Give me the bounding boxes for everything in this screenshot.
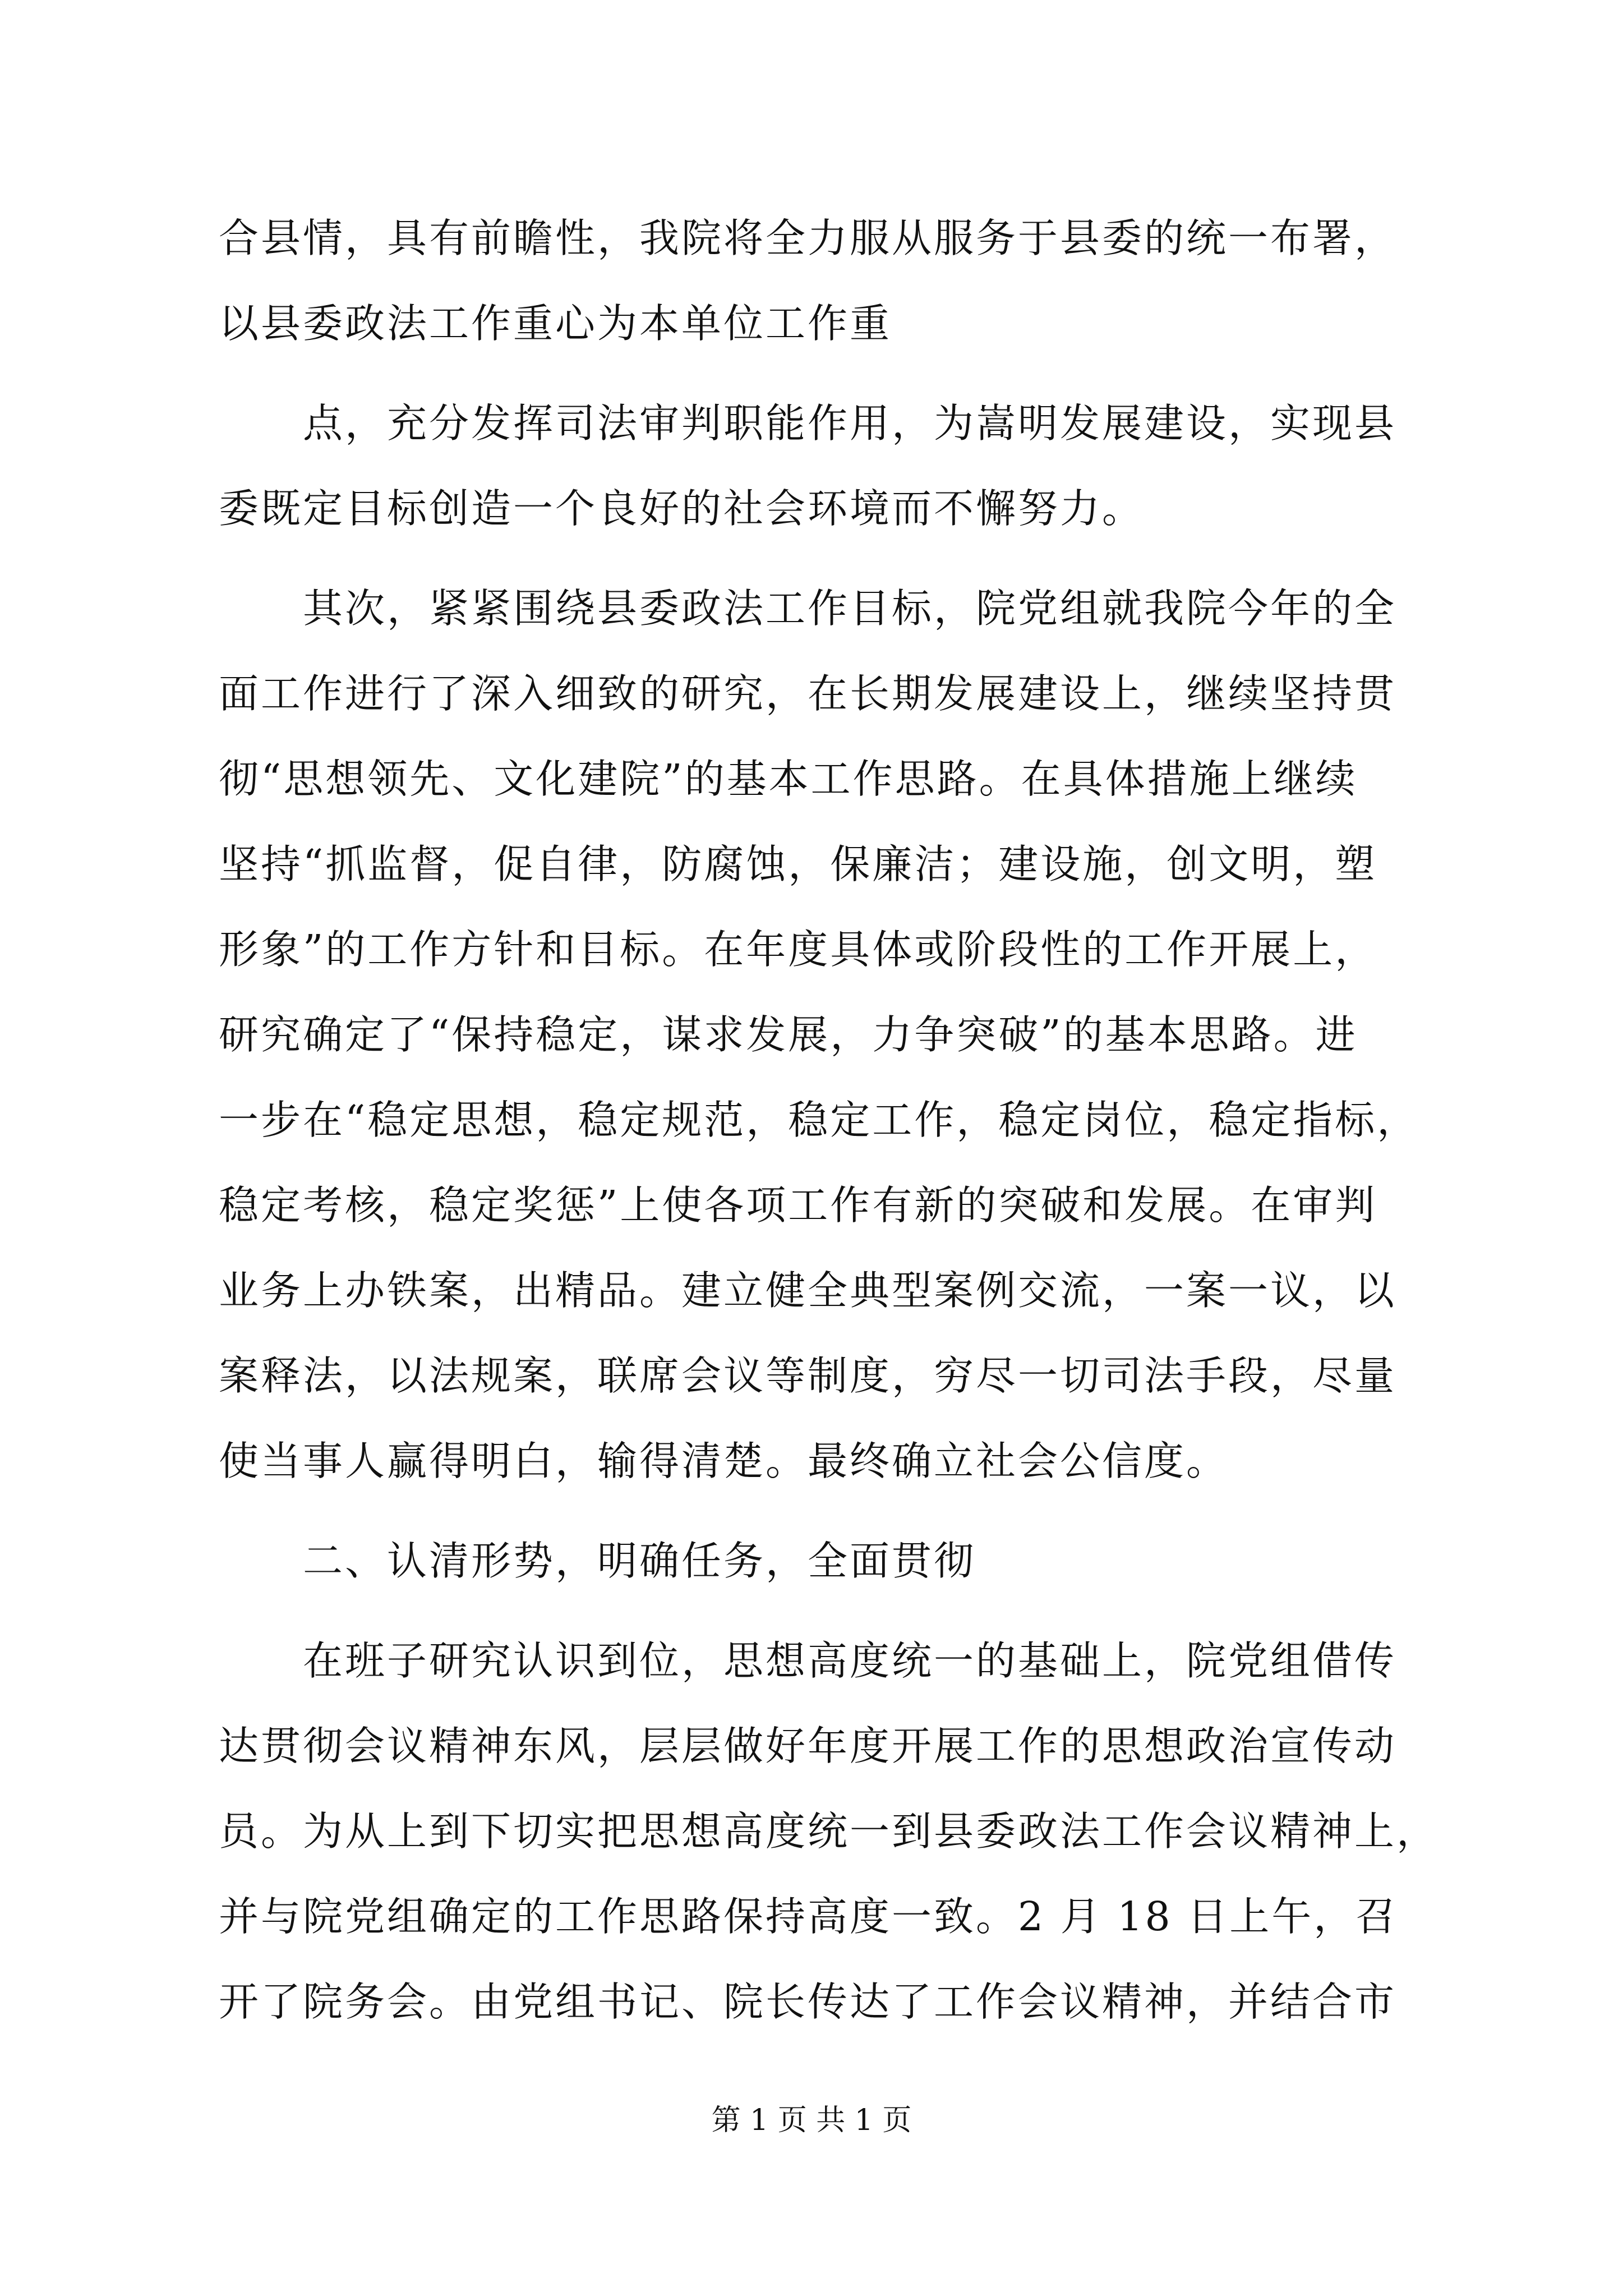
text-line: 坚持“抓监督，促自律，防腐蚀，保廉洁；建设施，创文明，塑 xyxy=(219,841,1377,887)
text-line: 达贯彻会议精神东风，层层做好年度开展工作的思想政治宣传动 xyxy=(219,1723,1397,1769)
text-line: 并与院党组确定的工作思路保持高度一致。2 月 18 日上午，召 xyxy=(219,1893,1398,1940)
section-heading: 二、认清形势，明确任务，全面贯彻 xyxy=(303,1538,976,1584)
text-line: 合县情，具有前瞻性，我院将全力服从服务于县委的统一布署， xyxy=(219,215,1397,261)
text-line: 委既定目标创造一个良好的社会环境而不懈努力。 xyxy=(219,485,1145,532)
text-line: 稳定考核，稳定奖惩”上使各项工作有新的突破和发展。在审判 xyxy=(219,1182,1377,1228)
text-line: 业务上办铁案，出精品。建立健全典型案例交流，一案一议，以 xyxy=(219,1267,1397,1314)
text-line: 开了院务会。由党组书记、院长传达了工作会议精神，并结合市 xyxy=(219,1978,1397,2025)
text-line: 在班子研究认识到位，思想高度统一的基础上，院党组借传 xyxy=(303,1637,1397,1684)
text-line: 一步在“稳定思想，稳定规范，稳定工作，稳定岗位，稳定指标， xyxy=(219,1097,1419,1143)
text-line: 点，充分发挥司法审判职能作用，为嵩明发展建设，实现县 xyxy=(303,400,1397,447)
text-line: 彻“思想领先、文化建院”的基本工作思路。在具体措施上继续 xyxy=(219,756,1358,802)
text-line: 使当事人赢得明白，输得清楚。最终确立社会公信度。 xyxy=(219,1438,1229,1484)
text-line: 研究确定了“保持稳定，谋求发展，力争突破”的基本思路。进 xyxy=(219,1011,1358,1058)
text-line: 其次，紧紧围绕县委政法工作目标，院党组就我院今年的全 xyxy=(303,585,1397,632)
page-number-footer: 第 1 页 共 1 页 xyxy=(711,2104,912,2137)
text-line: 案释法，以法规案，联席会议等制度，穷尽一切司法手段，尽量 xyxy=(219,1352,1397,1399)
text-line: 以县委政法工作重心为本单位工作重 xyxy=(219,300,892,347)
text-line: 员。为从上到下切实把思想高度统一到县委政法工作会议精神上， xyxy=(219,1808,1439,1855)
text-line: 形象”的工作方针和目标。在年度具体或阶段性的工作开展上， xyxy=(219,926,1377,973)
text-line: 面工作进行了深入细致的研究，在长期发展建设上，继续坚持贯 xyxy=(219,670,1397,717)
